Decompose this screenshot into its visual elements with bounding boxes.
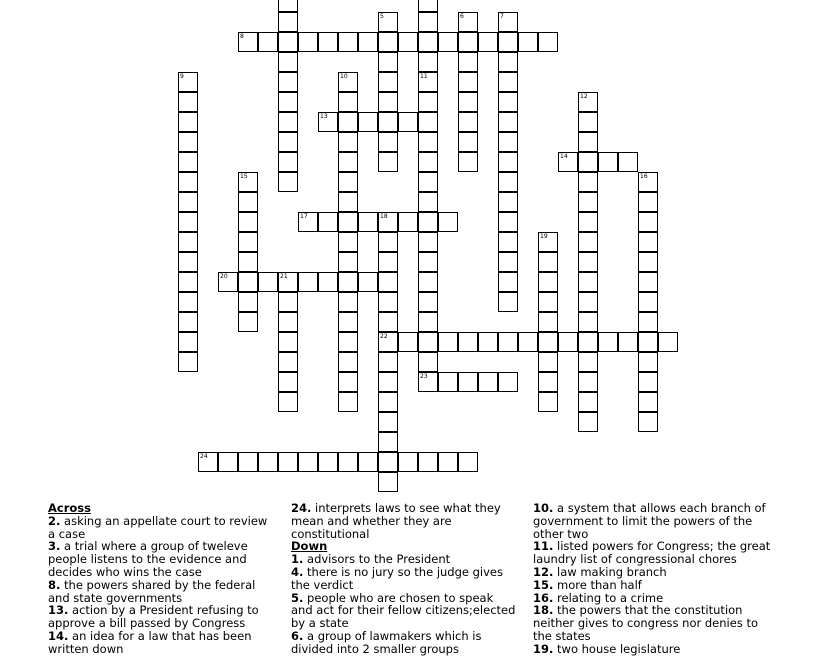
grid-cell[interactable] [418, 152, 438, 172]
grid-cell[interactable] [398, 332, 418, 352]
grid-cell[interactable] [378, 292, 398, 312]
grid-cell[interactable] [258, 272, 278, 292]
grid-cell[interactable] [178, 92, 198, 112]
grid-cell[interactable] [378, 452, 398, 472]
grid-cell[interactable] [338, 252, 358, 272]
clue-text: asking an appellate court to review a case [48, 513, 268, 541]
grid-cell[interactable] [338, 132, 358, 152]
grid-cell[interactable] [538, 372, 558, 392]
grid-cell[interactable] [538, 32, 558, 52]
grid-cell[interactable] [338, 212, 358, 232]
grid-cell[interactable] [278, 12, 298, 32]
grid-cell[interactable] [178, 292, 198, 312]
grid-cell[interactable] [578, 152, 598, 172]
grid-cell[interactable] [658, 332, 678, 352]
grid-cell[interactable] [338, 272, 358, 292]
grid-cell[interactable] [238, 232, 258, 252]
grid-cell[interactable] [278, 32, 298, 52]
grid-cell[interactable] [378, 72, 398, 92]
grid-cell[interactable] [378, 92, 398, 112]
grid-cell[interactable] [538, 332, 558, 352]
grid-cell[interactable] [498, 372, 518, 392]
clue-item [533, 502, 773, 540]
grid-cell[interactable] [318, 112, 338, 132]
clues-column-2 [291, 502, 516, 656]
grid-cell[interactable] [338, 32, 358, 52]
grid-cell[interactable] [338, 292, 358, 312]
grid-cell[interactable] [598, 152, 618, 172]
grid-cell[interactable] [258, 452, 278, 472]
clue-text: a system that allows each branch of government to limit the powers of the other two [533, 501, 766, 541]
down-heading: Down [291, 539, 328, 554]
grid-cell[interactable] [378, 12, 398, 32]
grid-cell[interactable] [418, 332, 438, 352]
clue-number-label: 5. [291, 590, 304, 605]
grid-cell[interactable] [478, 32, 498, 52]
grid-cell[interactable] [538, 232, 558, 252]
grid-cell[interactable] [618, 152, 638, 172]
clue-number: 10 [340, 73, 348, 80]
grid-cell[interactable] [458, 12, 478, 32]
clue-number: 12 [580, 93, 588, 100]
grid-cell[interactable] [378, 232, 398, 252]
grid-cell[interactable] [538, 312, 558, 332]
grid-cell[interactable] [178, 132, 198, 152]
grid-cell[interactable] [578, 352, 598, 372]
clue-number-label: 8. [48, 577, 61, 592]
clue-text: interprets laws to see what they mean and whether they are constitutional [291, 501, 501, 541]
clue-item [533, 540, 773, 566]
clue-text: law making branch [557, 564, 667, 579]
grid-cell[interactable] [438, 332, 458, 352]
grid-cell[interactable] [498, 252, 518, 272]
grid-cell[interactable] [558, 332, 578, 352]
grid-cell[interactable] [418, 72, 438, 92]
grid-cell[interactable] [178, 192, 198, 212]
clue-number: 13 [320, 113, 328, 120]
grid-cell[interactable] [498, 272, 518, 292]
grid-cell[interactable] [418, 252, 438, 272]
grid-cell[interactable] [538, 252, 558, 272]
grid-cell[interactable] [638, 292, 658, 312]
grid-cell[interactable] [238, 252, 258, 272]
grid-cell[interactable] [398, 212, 418, 232]
grid-cell[interactable] [458, 372, 478, 392]
grid-cell[interactable] [278, 92, 298, 112]
clue-number: 18 [380, 213, 388, 220]
grid-cell[interactable] [178, 352, 198, 372]
grid-cell[interactable] [418, 192, 438, 212]
grid-cell[interactable] [178, 232, 198, 252]
grid-cell[interactable] [398, 452, 418, 472]
clue-number-label: 18. [533, 603, 554, 618]
clue-text: a group of lawmakers which is divided into 2 smaller groups [291, 628, 482, 656]
grid-cell[interactable] [378, 112, 398, 132]
grid-cell[interactable] [458, 92, 478, 112]
grid-cell[interactable] [578, 212, 598, 232]
clue-item [291, 502, 516, 540]
grid-cell[interactable] [418, 132, 438, 152]
grid-cell[interactable] [498, 52, 518, 72]
grid-cell[interactable] [418, 32, 438, 52]
grid-cell[interactable] [278, 272, 298, 292]
grid-cell[interactable] [378, 472, 398, 492]
grid-cell[interactable] [518, 32, 538, 52]
clue-number: 11 [420, 73, 428, 80]
grid-cell[interactable] [418, 12, 438, 32]
grid-cell[interactable] [358, 112, 378, 132]
grid-cell[interactable] [378, 372, 398, 392]
grid-cell[interactable] [498, 192, 518, 212]
grid-cell[interactable] [298, 452, 318, 472]
grid-cell[interactable] [378, 312, 398, 332]
grid-cell[interactable] [378, 212, 398, 232]
clue-text: the powers shared by the federal and state governments [48, 577, 256, 605]
grid-cell[interactable] [578, 312, 598, 332]
clue-number-label: 19. [533, 641, 554, 656]
grid-cell[interactable] [338, 452, 358, 472]
grid-cell[interactable] [178, 272, 198, 292]
grid-cell[interactable] [338, 72, 358, 92]
grid-cell[interactable] [498, 132, 518, 152]
grid-cell[interactable] [298, 272, 318, 292]
grid-cell[interactable] [278, 392, 298, 412]
grid-cell[interactable] [638, 232, 658, 252]
grid-cell[interactable] [338, 312, 358, 332]
grid-cell[interactable] [338, 232, 358, 252]
grid-cell[interactable] [278, 52, 298, 72]
grid-cell[interactable] [278, 112, 298, 132]
grid-cell[interactable] [438, 32, 458, 52]
clue-number: 14 [560, 153, 568, 160]
clue-number-label: 11. [533, 539, 554, 554]
grid-cell[interactable] [278, 172, 298, 192]
clue-item [48, 515, 278, 541]
grid-cell[interactable] [578, 172, 598, 192]
grid-cell[interactable] [238, 292, 258, 312]
grid-cell[interactable] [638, 312, 658, 332]
across-heading: Across [48, 501, 91, 515]
clue-item [291, 592, 516, 630]
down-clue-list [291, 553, 516, 655]
grid-cell[interactable] [498, 32, 518, 52]
grid-cell[interactable] [278, 332, 298, 352]
grid-cell[interactable] [418, 92, 438, 112]
grid-cell[interactable] [278, 452, 298, 472]
clue-number-label: 24. [291, 501, 312, 515]
clue-text: listed powers for Congress; the great laundry list of congressional chores [533, 539, 771, 567]
grid-cell[interactable] [378, 52, 398, 72]
grid-cell[interactable] [538, 392, 558, 412]
grid-cell[interactable] [318, 272, 338, 292]
grid-cell[interactable] [498, 332, 518, 352]
across-clue-list [48, 515, 278, 656]
clue-number-label: 2. [48, 513, 61, 528]
grid-cell[interactable] [378, 272, 398, 292]
grid-cell[interactable] [418, 172, 438, 192]
grid-cell[interactable] [218, 272, 238, 292]
clue-number: 9 [180, 73, 184, 80]
grid-cell[interactable] [458, 112, 478, 132]
clue-number: 21 [280, 273, 288, 280]
clue-text: more than half [557, 577, 642, 592]
clue-item [48, 630, 278, 656]
grid-cell[interactable] [418, 372, 438, 392]
grid-cell[interactable] [238, 312, 258, 332]
clue-item [291, 630, 516, 656]
grid-cell[interactable] [238, 272, 258, 292]
clue-number: 15 [240, 173, 248, 180]
grid-cell[interactable] [358, 32, 378, 52]
clue-text: a trial where a group of tweleve people listens to the evidence and decides who wins the case [48, 539, 248, 579]
grid-cell[interactable] [398, 112, 418, 132]
grid-cell[interactable] [318, 212, 338, 232]
clue-text: action by a President refusing to approve a bill passed by Congress [48, 603, 259, 631]
grid-cell[interactable] [418, 232, 438, 252]
grid-cell[interactable] [418, 352, 438, 372]
grid-cell[interactable] [378, 432, 398, 452]
grid-cell[interactable] [498, 232, 518, 252]
grid-cell[interactable] [558, 152, 578, 172]
grid-cell[interactable] [378, 32, 398, 52]
grid-cell[interactable] [358, 452, 378, 472]
grid-cell[interactable] [638, 172, 658, 192]
clue-number-label: 3. [48, 539, 61, 554]
grid-cell[interactable] [358, 272, 378, 292]
clue-text: an idea for a law that has been written down [48, 628, 252, 656]
grid-cell[interactable] [218, 452, 238, 472]
grid-cell[interactable] [278, 292, 298, 312]
grid-cell[interactable] [578, 292, 598, 312]
grid-cell[interactable] [338, 372, 358, 392]
grid-cell[interactable] [378, 352, 398, 372]
clues-column-3 [533, 502, 773, 656]
grid-cell[interactable] [578, 192, 598, 212]
clue-number-label: 10. [533, 501, 554, 515]
clue-number: 22 [380, 333, 388, 340]
clue-item [48, 604, 278, 630]
grid-cell[interactable] [418, 212, 438, 232]
grid-cell[interactable] [278, 132, 298, 152]
grid-cell[interactable] [638, 412, 658, 432]
grid-cell[interactable] [198, 452, 218, 472]
grid-cell[interactable] [318, 452, 338, 472]
grid-cell[interactable] [418, 52, 438, 72]
grid-cell[interactable] [278, 152, 298, 172]
grid-cell[interactable] [378, 252, 398, 272]
grid-cell[interactable] [378, 332, 398, 352]
clue-number: 17 [300, 213, 308, 220]
grid-cell[interactable] [418, 112, 438, 132]
grid-cell[interactable] [398, 32, 418, 52]
clue-number: 24 [200, 453, 208, 460]
grid-cell[interactable] [238, 452, 258, 472]
grid-cell[interactable] [638, 332, 658, 352]
grid-cell[interactable] [638, 252, 658, 272]
grid-cell[interactable] [578, 372, 598, 392]
grid-cell[interactable] [518, 332, 538, 352]
grid-cell[interactable] [378, 132, 398, 152]
grid-cell[interactable] [298, 32, 318, 52]
grid-cell[interactable] [438, 452, 458, 472]
clue-number: 16 [640, 173, 648, 180]
grid-cell[interactable] [638, 352, 658, 372]
grid-cell[interactable] [238, 192, 258, 212]
grid-cell[interactable] [278, 372, 298, 392]
clue-number-label: 4. [291, 564, 304, 579]
grid-cell[interactable] [538, 272, 558, 292]
clue-number: 7 [500, 13, 504, 20]
grid-cell[interactable] [378, 392, 398, 412]
grid-cell[interactable] [378, 412, 398, 432]
grid-cell[interactable] [178, 312, 198, 332]
clue-number-label: 12. [533, 564, 554, 579]
grid-cell[interactable] [638, 372, 658, 392]
clue-number-label: 14. [48, 628, 69, 643]
grid-cell[interactable] [498, 292, 518, 312]
clue-text: there is no jury so the judge gives the verdict [291, 564, 503, 592]
grid-cell[interactable] [578, 112, 598, 132]
clue-number: 20 [220, 273, 228, 280]
grid-cell[interactable] [278, 0, 298, 12]
grid-cell[interactable] [278, 352, 298, 372]
grid-cell[interactable] [298, 212, 318, 232]
grid-cell[interactable] [478, 372, 498, 392]
clue-number-label: 16. [533, 590, 554, 605]
clue-item [533, 604, 773, 642]
clue-text: advisors to the President [307, 552, 451, 567]
grid-cell[interactable] [438, 372, 458, 392]
grid-cell[interactable] [538, 292, 558, 312]
grid-cell[interactable] [378, 152, 398, 172]
grid-cell[interactable] [638, 392, 658, 412]
clue-number-label: 6. [291, 628, 304, 643]
clue-number-label: 1. [291, 552, 304, 567]
grid-cell[interactable] [458, 152, 478, 172]
grid-cell[interactable] [458, 32, 478, 52]
clue-item [48, 579, 278, 605]
grid-cell[interactable] [418, 452, 438, 472]
grid-cell[interactable] [458, 332, 478, 352]
grid-cell[interactable] [258, 32, 278, 52]
across-clue-list-continued [291, 502, 516, 540]
grid-cell[interactable] [178, 332, 198, 352]
grid-cell[interactable] [498, 152, 518, 172]
grid-cell[interactable] [498, 172, 518, 192]
grid-cell[interactable] [638, 192, 658, 212]
grid-cell[interactable] [578, 412, 598, 432]
clue-number: 8 [240, 33, 244, 40]
grid-cell[interactable] [178, 152, 198, 172]
grid-cell[interactable] [178, 252, 198, 272]
clue-number: 6 [460, 13, 464, 20]
grid-cell[interactable] [238, 172, 258, 192]
grid-cell[interactable] [498, 72, 518, 92]
clue-number: 19 [540, 233, 548, 240]
grid-cell[interactable] [178, 112, 198, 132]
grid-cell[interactable] [178, 172, 198, 192]
grid-cell[interactable] [458, 72, 478, 92]
clue-number: 23 [420, 373, 428, 380]
grid-cell[interactable] [338, 332, 358, 352]
grid-cell[interactable] [498, 212, 518, 232]
grid-cell[interactable] [458, 132, 478, 152]
grid-cell[interactable] [578, 252, 598, 272]
grid-cell[interactable] [458, 52, 478, 72]
grid-cell[interactable] [578, 392, 598, 412]
grid-cell[interactable] [438, 212, 458, 232]
grid-cell[interactable] [418, 292, 438, 312]
grid-cell[interactable] [478, 332, 498, 352]
down-clue-list-continued [533, 502, 773, 656]
grid-cell[interactable] [418, 272, 438, 292]
clue-item [533, 643, 773, 656]
grid-cell[interactable] [598, 332, 618, 352]
grid-cell[interactable] [338, 392, 358, 412]
grid-cell[interactable] [638, 272, 658, 292]
grid-cell[interactable] [278, 72, 298, 92]
grid-cell[interactable] [338, 112, 358, 132]
grid-cell[interactable] [278, 312, 298, 332]
grid-cell[interactable] [338, 152, 358, 172]
grid-cell[interactable] [238, 212, 258, 232]
clue-text: the powers that the constitution neither gives to congress nor denies to the states [533, 603, 759, 643]
grid-cell[interactable] [338, 352, 358, 372]
grid-cell[interactable] [498, 12, 518, 32]
grid-cell[interactable] [178, 212, 198, 232]
clue-number: 5 [380, 13, 384, 20]
grid-cell[interactable] [338, 192, 358, 212]
grid-cell[interactable] [578, 132, 598, 152]
grid-cell[interactable] [618, 332, 638, 352]
grid-cell[interactable] [418, 0, 438, 12]
grid-cell[interactable] [458, 452, 478, 472]
grid-cell[interactable] [578, 232, 598, 252]
clue-number-label: 13. [48, 603, 69, 618]
grid-cell[interactable] [578, 92, 598, 112]
grid-cell[interactable] [578, 332, 598, 352]
clue-item [291, 566, 516, 592]
clue-number-label: 15. [533, 577, 554, 592]
clue-text: relating to a crime [557, 590, 664, 605]
clue-text: people who are chosen to speak and act for their fellow citizens;elected by a state [291, 590, 516, 631]
grid-cell[interactable] [338, 92, 358, 112]
grid-cell[interactable] [538, 352, 558, 372]
clues-column-1 [48, 502, 278, 656]
grid-cell[interactable] [498, 112, 518, 132]
grid-cell[interactable] [578, 272, 598, 292]
clue-item [48, 540, 278, 578]
grid-cell[interactable] [418, 312, 438, 332]
grid-cell[interactable] [338, 172, 358, 192]
clue-text: two house legislature [557, 641, 681, 656]
grid-cell[interactable] [638, 212, 658, 232]
grid-cell[interactable] [358, 212, 378, 232]
grid-cell[interactable] [178, 72, 198, 92]
grid-cell[interactable] [238, 32, 258, 52]
grid-cell[interactable] [318, 32, 338, 52]
grid-cell[interactable] [498, 92, 518, 112]
